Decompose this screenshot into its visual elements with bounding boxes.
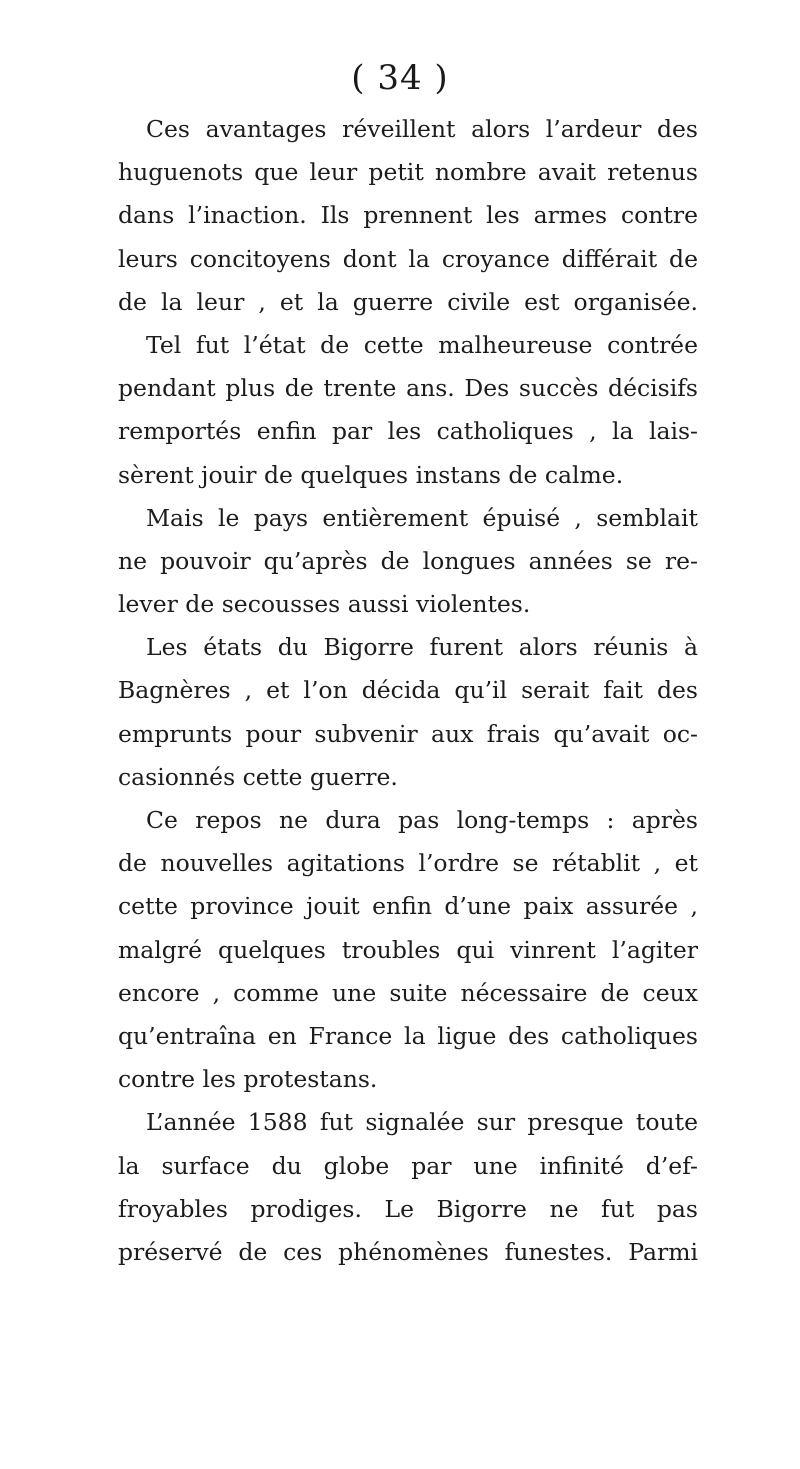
text-line: malgré quelques troubles qui vinrent l’agiter bbox=[118, 935, 698, 964]
text-line: L’année 1588 fut signalée sur presque toute bbox=[146, 1108, 698, 1137]
text-line: Ce repos ne dura pas long-temps : après bbox=[146, 806, 698, 834]
text-line: de nouvelles agitations l’ordre se rétablit , et bbox=[118, 849, 698, 878]
text-line: huguenots que leur petit nombre avait retenus bbox=[118, 158, 698, 187]
text-line: pendant plus de trente ans. Des succès décisifs bbox=[118, 374, 698, 403]
text-line: cette province jouit enfin d’une paix assurée , bbox=[118, 892, 698, 921]
text-line: Les états du Bigorre furent alors réunis à bbox=[146, 633, 698, 662]
text-line: Bagnères , et l’on décida qu’il serait fait des bbox=[118, 676, 698, 705]
text-line: ne pouvoir qu’après de longues années se re- bbox=[118, 546, 698, 575]
body-text bbox=[118, 108, 698, 1274]
text-line: Ces avantages réveillent alors l’ardeur des bbox=[146, 115, 698, 143]
text-line: la surface du globe par une infinité d’ef- bbox=[118, 1151, 698, 1180]
text-line: Mais le pays entièrement épuisé , semblait bbox=[146, 503, 698, 532]
text-line: Tel fut l’état de cette malheureuse contrée bbox=[146, 330, 698, 359]
text-line: dans l’inaction. Ils prennent les armes contre bbox=[118, 201, 698, 230]
text-line: lever de secousses aussi violentes. bbox=[118, 590, 531, 619]
page-number: ( 34 ) bbox=[351, 58, 449, 98]
text-line: casionnés cette guerre. bbox=[118, 762, 398, 791]
text-line: remportés enfin par les catholiques , la lais- bbox=[118, 417, 698, 446]
text-line: contre les protestans. bbox=[118, 1065, 378, 1094]
text-line: qu’entraîna en France la ligue des catholiques bbox=[118, 1021, 698, 1050]
text-line: encore , comme une suite nécessaire de ceux bbox=[118, 978, 698, 1007]
text-line: leurs concitoyens dont la croyance différait de bbox=[118, 244, 698, 273]
text-line: sèrent jouir de quelques instans de calme. bbox=[118, 460, 624, 489]
text-line: préservé de ces phénomènes funestes. Parmi bbox=[118, 1237, 698, 1266]
text-line: de la leur , et la guerre civile est organisée. bbox=[118, 287, 698, 316]
text-line: froyables prodiges. Le Bigorre ne fut pas bbox=[118, 1194, 698, 1223]
text-line: emprunts pour subvenir aux frais qu’avait oc- bbox=[118, 719, 698, 748]
